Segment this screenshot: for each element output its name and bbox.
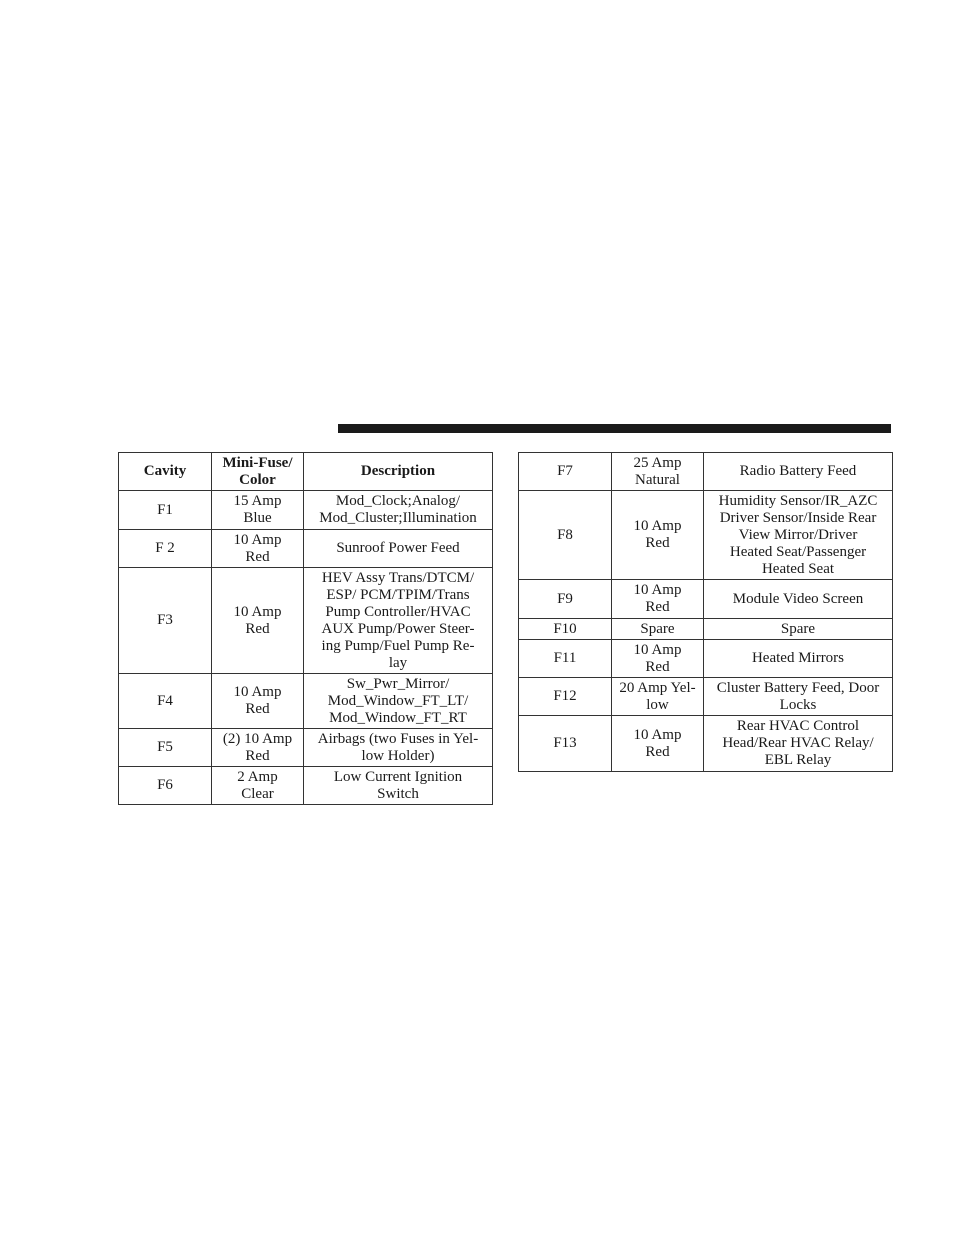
cavity-cell: F7 [519,453,612,491]
fuse-cell: 10 Amp Red [612,491,704,580]
cavity-cell: F4 [119,674,212,729]
fuse-cell: 20 Amp Yel- low [612,678,704,716]
description-cell: Humidity Sensor/IR_AZC Driver Sensor/Inside Rear View Mirror/Driver Heated Seat/Passenger Heated Seat [704,491,893,580]
cavity-cell: F6 [119,767,212,805]
header-cavity: Cavity [119,453,212,491]
fuse-cell: Spare [612,619,704,640]
table-row [119,491,493,530]
description-cell: HEV Assy Trans/DTCM/ ESP/ PCM/TPIM/Trans Pump Controller/HVAC AUX Pump/Power Steer- ing Pump/Fuel Pump Re- lay [304,568,493,674]
table-row [119,767,493,805]
fuse-cell: (2) 10 Amp Red [212,729,304,767]
description-cell: Mod_Clock;Analog/ Mod_Cluster;Illumination [304,491,493,530]
description-cell: Cluster Battery Feed, Door Locks [704,678,893,716]
fuse-table-right [518,452,893,772]
fuse-cell: 15 Amp Blue [212,491,304,530]
fuse-cell: 10 Amp Red [212,530,304,568]
table-row [519,678,893,716]
description-cell: Airbags (two Fuses in Yel- low Holder) [304,729,493,767]
description-cell: Sw_Pwr_Mirror/ Mod_Window_FT_LT/ Mod_Window_FT_RT [304,674,493,729]
fuse-cell: 10 Amp Red [612,640,704,678]
section-header-rule [338,424,891,433]
fuse-table-left [118,452,493,805]
description-cell: Heated Mirrors [704,640,893,678]
fuse-cell: 10 Amp Red [612,580,704,619]
header-mini-fuse-color: Mini-Fuse/ Color [212,453,304,491]
cavity-cell: F8 [519,491,612,580]
cavity-cell: F3 [119,568,212,674]
fuse-cell: 2 Amp Clear [212,767,304,805]
fuse-cell: 10 Amp Red [612,716,704,772]
table-row [519,619,893,640]
cavity-cell: F10 [519,619,612,640]
table-row [519,580,893,619]
table-row [519,491,893,580]
table-row [519,640,893,678]
table-row [119,530,493,568]
cavity-cell: F13 [519,716,612,772]
fuse-cell: 25 Amp Natural [612,453,704,491]
table-header-row [119,453,493,491]
fuse-cell: 10 Amp Red [212,568,304,674]
cavity-cell: F12 [519,678,612,716]
cavity-cell: F11 [519,640,612,678]
table-row [119,568,493,674]
header-description: Description [304,453,493,491]
table-row [119,674,493,729]
description-cell: Module Video Screen [704,580,893,619]
table-row [119,729,493,767]
description-cell: Rear HVAC Control Head/Rear HVAC Relay/ EBL Relay [704,716,893,772]
description-cell: Radio Battery Feed [704,453,893,491]
description-cell: Sunroof Power Feed [304,530,493,568]
cavity-cell: F9 [519,580,612,619]
cavity-cell: F1 [119,491,212,530]
table-row [519,716,893,772]
table-row [519,453,893,491]
description-cell: Low Current Ignition Switch [304,767,493,805]
cavity-cell: F 2 [119,530,212,568]
description-cell: Spare [704,619,893,640]
cavity-cell: F5 [119,729,212,767]
fuse-cell: 10 Amp Red [212,674,304,729]
